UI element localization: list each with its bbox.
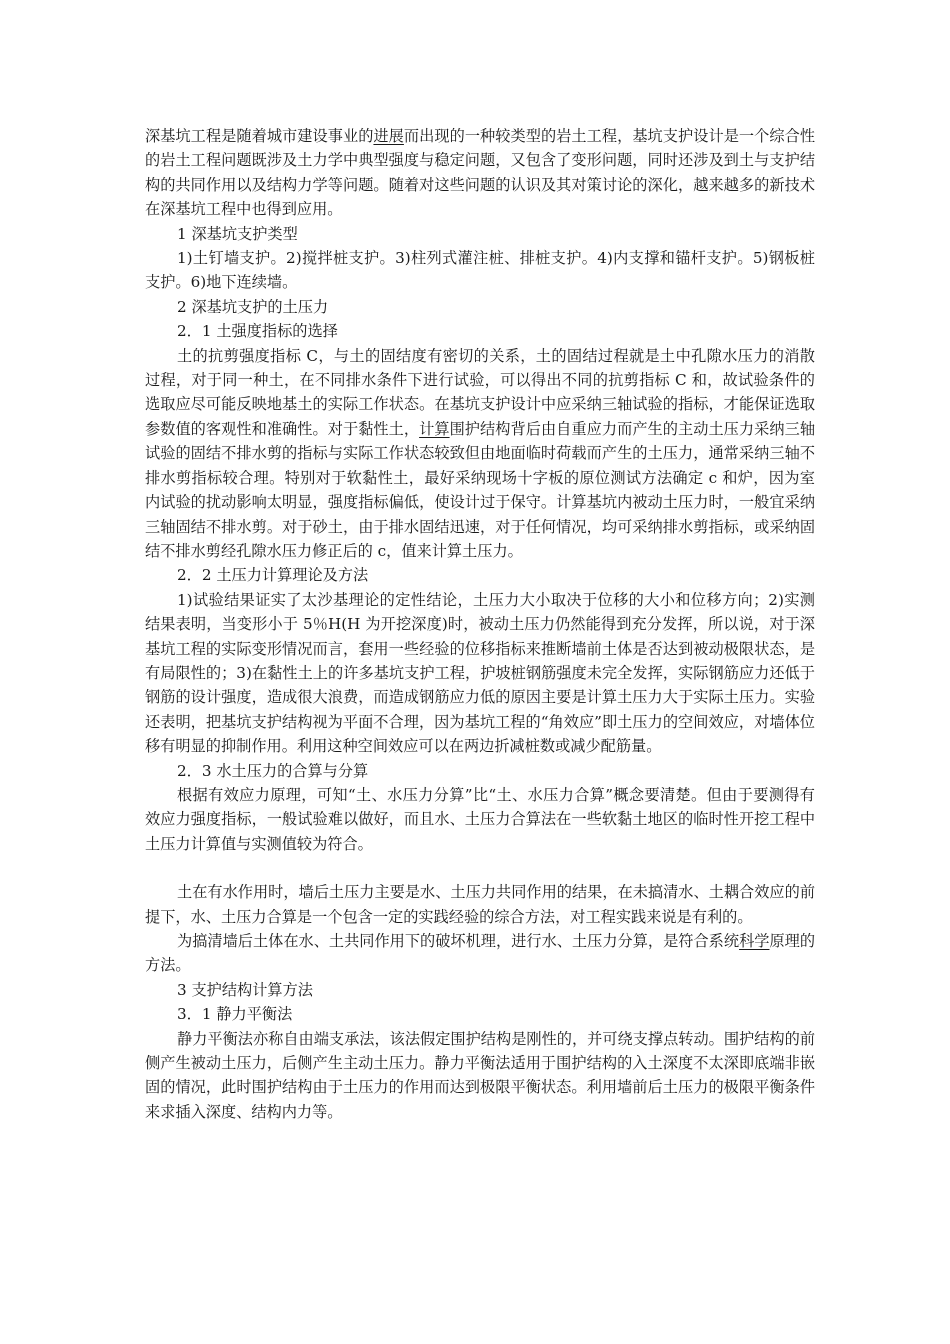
section-2-heading: 2 深基坑支护的土压力 [177, 297, 329, 316]
progress-link[interactable]: 进展 [373, 127, 404, 145]
section-3-1-heading: 3．1 静力平衡法 [177, 1005, 293, 1024]
intro-text-start: 深基坑工程是随着城市建设事业的 [145, 127, 374, 145]
effective-stress-paragraph: 根据有效应力原理，可知“土、水压力分算”比“土、水压力合算”概念要清楚。但由于要测得有效应力强度指标，一般试验难以做好，而且水、土压力合算法在一些软黏土地区的临时性开挖工程中土压力计算值与实测值较为符合。 [145, 785, 815, 853]
science-link[interactable]: 科学 [739, 932, 770, 950]
strength-text-end: 围护结构背后由自重应力而产生的主动土压力采纳三轴试验的固结不排水剪的指标与实际工作状态较致但由地面临时荷载而产生的土压力，通常采纳三轴不排水剪指标较合理。特别对于软黏性土，最好采纳现场十字板的原位测试方法确定 c 和炉，因为室内试验的扰动影响太明显，强度指标偏低，使设计过于保守。计算基坑内被动土压力时，一般宜采纳三轴固结不排水剪。对于砂土，由于排水固结迅速，对于任何情况，均可采纳排水剪指标，或采纳固结不排水剪经孔隙水压力修正后的 c，值来计算土压力。 [145, 419, 816, 560]
section-1-heading: 1 深基坑支护类型 [177, 224, 298, 243]
earth-pressure-theory-paragraph: 1)试验结果证实了太沙基理论的定性结论，土压力大小取决于位移的大小和位移方向；2)实测结果表明，当变形小于 5％H(H 为开挖深度)时，被动土压力仍然能得到充分发挥，所以说，对于深基坑工程的实际变形情况而言，套用一些经验的位移指标来推断墙前土体是否达到被动极限状态，是有局限性的；3)在黏性土上的许多基坑支护工程，护坡桩钢筋强度未完全发挥，实际钢筋应力还低于钢筋的设计强度，造成很大浪费，而造成钢筋应力低的原因主要是计算土压力大于实际土压力。实验还表明，把基坑支护结构视为平面不合理，因为基坑工程的“角效应”即土压力的空间效应，对墙体位移有明显的抑制作用。利用这种空间效应可以在两边折减桩数或减少配筋量。 [145, 590, 815, 756]
water-soil-paragraph: 土在有水作用时，墙后土压力主要是水、土压力共同作用的结果，在未搞清水、土耦合效应的前提下，水、土压力合算是一个包含一定的实践经验的综合方法，对工程实践来说是有利的。 [145, 883, 815, 926]
document-body [145, 124, 815, 1124]
section-2-3-heading: 2．3 水土压力的合算与分算 [177, 761, 369, 780]
section-2-1-heading: 2．1 土强度指标的选择 [177, 322, 338, 341]
section-3-heading: 3 支护结构计算方法 [177, 980, 313, 999]
failure-mechanism-paragraph [145, 929, 815, 978]
mechanism-text-start: 为搞清墙后土体在水、土共同作用下的破坏机理，进行水、土压力分算，是符合系统 [177, 932, 740, 950]
section-2-2-heading: 2．2 土压力计算理论及方法 [177, 566, 369, 585]
strength-index-paragraph [145, 344, 815, 564]
strength-text-start: 土的抗剪强度指标 C，与土的固结度有密切的关系，土的固结过程就是土中孔隙水压力的消散过程，对于同一种土，在不同排水条件下进行试验，可以得出不同的抗剪指标 C 和，故试验条件的选取应尽可能反映地基土的实际工作状态。在基坑支护设计中应采纳三轴试验的指标，才能保证选取参数值的客观性和准确性。对于黏性土， [145, 346, 815, 438]
intro-paragraph [145, 124, 815, 222]
intro-text-end: 而出现的一种较类型的岩土工程，基坑支护设计是一个综合性的岩土工程问题既涉及土力学中典型强度与稳定问题，又包含了变形问题，同时还涉及到土与支护结构的共同作用以及结构力学等问题。随着对这些问题的认识及其对策讨论的深化，越来越多的新技术在深基坑工程中也得到应用。 [145, 127, 816, 219]
mechanism-text-end: 原理的方法。 [145, 932, 816, 975]
static-equilibrium-paragraph: 静力平衡法亦称自由端支承法，该法假定围护结构是刚性的，并可绕支撑点转动。围护结构的前侧产生被动土压力，后侧产生主动土压力。静力平衡法适用于围护结构的入土深度不太深即底端非嵌固的情况，此时围护结构由于土压力的作用而达到极限平衡状态。利用墙前后土压力的极限平衡条件来求插入深度、结构内力等。 [145, 1029, 815, 1121]
paragraph-spacer [145, 856, 815, 880]
support-types-paragraph: 1)土钉墙支护。2)搅拌桩支护。3)柱列式灌注桩、排桩支护。4)内支撑和锚杆支护。5)钢板桩支护。6)地下连续墙。 [145, 249, 815, 292]
calculation-link[interactable]: 计算 [419, 419, 450, 438]
